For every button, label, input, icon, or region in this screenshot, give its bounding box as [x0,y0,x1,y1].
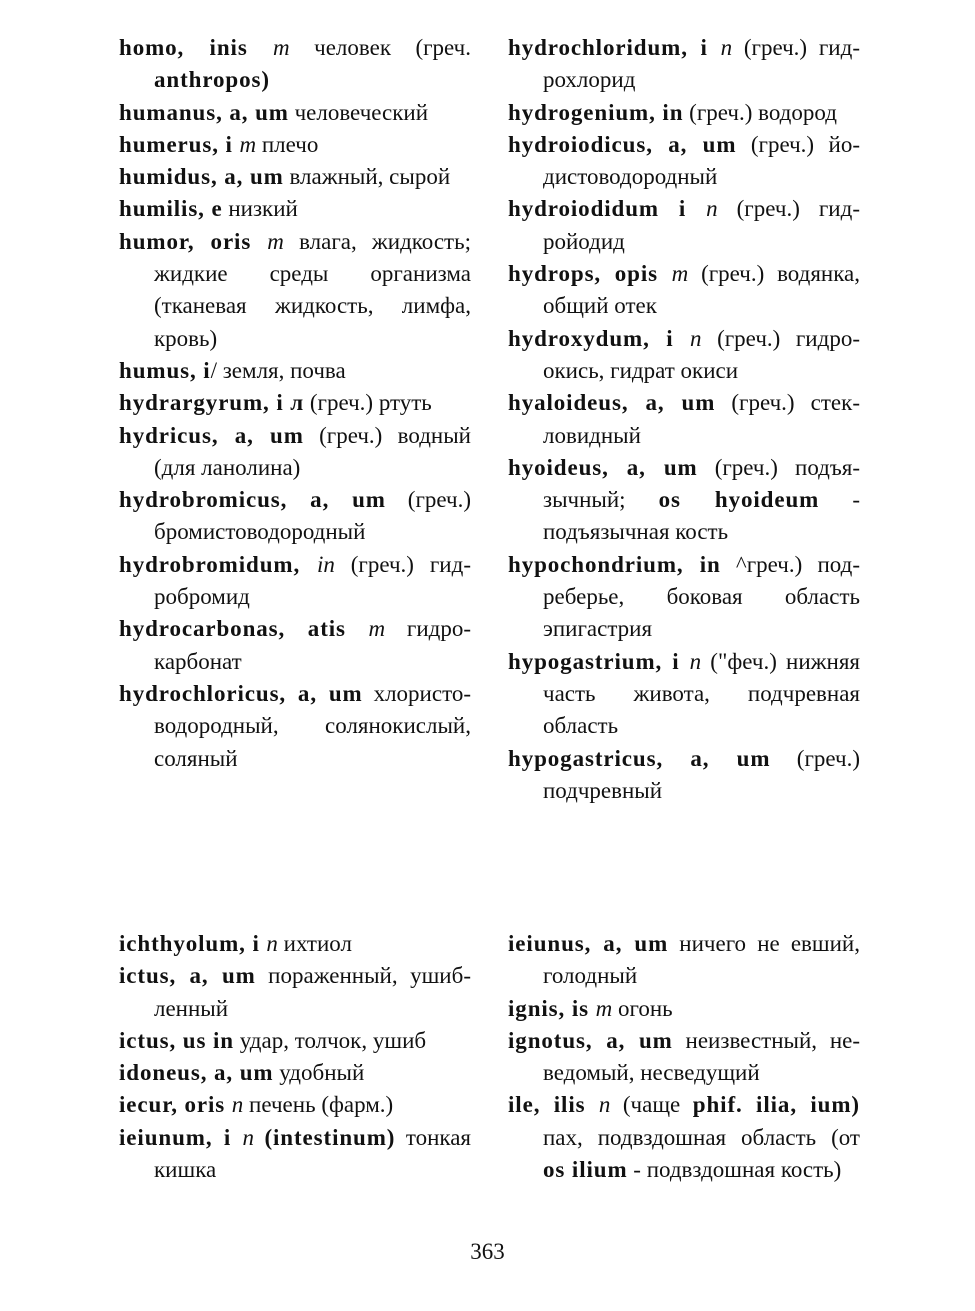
entry-gender: m [368,616,386,642]
entry-text: удар, толчок, ушиб [233,1027,427,1053]
entry-term: hydrobromidum, [119,551,317,577]
entry-text: (греч.) подчревный [543,745,860,803]
entry-gender: m [267,228,284,254]
entry-term: hydrochloridum, i [508,35,721,60]
dictionary-entry [119,387,471,419]
entry-gender: in [316,551,335,577]
entry-text: (греч.) ртуть [304,390,432,416]
entry-gender: m [273,35,290,60]
entry-term: os ilium [543,1157,628,1183]
entry-text: человек (греч. [289,35,471,60]
entry-term: hypogastrium, i [508,648,690,674]
entry-text: (греч.) водянка, общий отек [543,261,860,319]
entry-text: ничего не евший, голодный [543,931,860,989]
dictionary-entry [119,678,471,775]
entry-text: (чаще [610,1092,693,1118]
dictionary-entry [119,1122,471,1187]
dictionary-entry [508,1089,860,1186]
entry-text: печень (фарм.) [243,1092,394,1118]
dictionary-entry [508,743,860,808]
entry-gender: n [231,1092,244,1118]
entry-term: ichthyolum, i [119,931,267,956]
entry-term: ile, ilis [508,1092,599,1118]
entry-term: humanus, a, um [119,99,289,125]
dictionary-entry [119,484,471,549]
entry-term: humilis, e [119,196,223,222]
entry-gender: n [598,1092,611,1118]
entry-text: (греч.) бромистоводородный [154,487,471,545]
entry-term: humus, i [119,357,211,383]
entry-gender: m [671,261,689,287]
entry-gender: n [706,196,718,222]
entry-term: ieiunus, a, um [508,931,669,956]
entry-term: idoneus, a, um [119,1060,274,1086]
entry-gender: m [595,995,613,1021]
dictionary-entry [508,387,860,452]
dictionary-entry [508,97,860,129]
entry-text: (греч.) подъязычный; [543,454,861,513]
entry-term: hypogastricus, a, um [508,745,771,771]
dictionary-entry [119,420,471,485]
entry-text: тонкая кишка [154,1124,472,1183]
entry-term: hypochondrium, in [508,551,721,577]
dictionary-column-bottom-left [119,928,471,1186]
dictionary-entry [508,32,860,97]
entry-text: хлористоводородный, солянокислый, соляный [154,680,471,771]
entry-text: (греч.) стекловидный [543,390,860,448]
entry-text: влажный, сырой [283,164,451,190]
entry-term: anthropos) [154,67,270,93]
dictionary-entry [119,1025,471,1057]
entry-term: hydroiodicus, a, um [508,131,737,157]
dictionary-entry [119,613,471,678]
entry-text: гидрокарбонат [154,616,471,674]
entry-gender: n [690,325,702,351]
dictionary-column-bottom-right [508,928,860,1186]
dictionary-entry [119,960,471,1025]
entry-text: (греч.) гидробромид [154,551,471,610]
dictionary-column-top-left [119,32,471,775]
entry-term: hydricus, a, um [119,422,304,448]
dictionary-entry [119,226,471,355]
entry-term: hydroiodidum i [508,196,707,222]
entry-term: hyoideus, a, um [508,454,698,480]
entry-text [254,1125,264,1150]
entry-text: ^греч.) подреберье, боковая область эпигастрия [543,551,861,642]
entry-text: низкий [222,196,298,222]
entry-term: ieiunum, i [119,1124,243,1150]
entry-text: (греч.) гидрохлорид [543,35,860,93]
dictionary-entry [119,129,471,161]
entry-term: hyaloideus, a, um [508,390,716,416]
entry-gender: m [239,131,257,157]
entry-term: humerus, i [119,131,240,157]
dictionary-entry [508,993,860,1025]
entry-term: hydroxydum, i [508,325,691,351]
entry-term: hydrops, opis [508,261,672,287]
dictionary-entry [508,452,860,549]
entry-text: (греч.) йодистоводородный [543,131,861,190]
entry-term: hydrochloricus, a, um [119,680,363,706]
entry-text: - подвздошная кость) [627,1157,842,1183]
entry-text: человеческий [288,99,429,125]
entry-term: humidus, a, um [119,164,284,190]
entry-gender: n [266,931,278,956]
entry-text: (греч.) гидройодид [543,196,860,254]
dictionary-entry [119,97,471,129]
entry-text: (греч.) гидроокись, гидрат окиси [543,325,860,383]
entry-term: homo, inis [119,35,274,60]
page-number: 363 [470,1239,505,1264]
dictionary-entry [508,323,860,388]
entry-gender: n [720,35,733,60]
dictionary-entry [119,193,471,225]
entry-term: ictus, a, um [119,963,256,989]
entry-term: hydrocarbonas, atis [119,616,369,642]
dictionary-entry [508,193,860,258]
entry-text: огонь [612,995,673,1021]
dictionary-entry [508,646,860,743]
entry-term: hydrargyrum, i л [119,390,305,416]
entry-text: - подъязычная кость [543,487,860,545]
entry-text: (греч.) водород [683,99,837,125]
entry-text: пах, подвздошная область (от [543,1124,860,1150]
entry-text: ("феч.) нижняя часть живота, подчревная область [543,648,860,739]
entry-text: (греч.) водный (для ланолина) [154,422,471,480]
entry-term: os hyoideum [658,487,820,513]
entry-term: (intestinum) [264,1124,396,1150]
entry-text: влага, жидкость; жидкие среды организма (тканевая жидкость, лимфа, кровь) [154,228,471,351]
entry-gender: n [689,648,702,674]
entry-text: плечо [256,131,319,157]
entry-gender: n [242,1124,254,1150]
dictionary-entry [508,928,860,993]
entry-term: iecur, oris [119,1092,232,1118]
entry-text: пораженный, ушибленный [154,963,471,1021]
entry-text: неизвестный, неведомый, несведущий [543,1027,861,1086]
dictionary-entry [119,549,471,614]
dictionary-entry [119,1089,471,1121]
entry-text: ихтиол [277,931,352,956]
entry-term: phif. ilia, ium) [692,1092,860,1118]
entry-term: ignotus, a, um [508,1027,673,1053]
dictionary-column-top-right [508,32,860,807]
dictionary-entry [508,1025,860,1090]
dictionary-entry [508,129,860,194]
dictionary-entry [508,258,860,323]
entry-term: hydrobromicus, a, um [119,487,386,513]
dictionary-entry [508,549,860,646]
dictionary-entry [119,1057,471,1089]
entry-term: ignis, is [508,995,596,1021]
dictionary-entry [119,161,471,193]
entry-term: humor, oris [119,228,268,254]
entry-term: hydrogenium, in [508,99,684,125]
entry-term: ictus, us in [119,1027,234,1053]
dictionary-entry [119,32,471,97]
entry-text: удобный [273,1060,365,1086]
dictionary-entry [119,928,471,960]
entry-text: / земля, почва [210,357,346,383]
dictionary-entry [119,355,471,387]
